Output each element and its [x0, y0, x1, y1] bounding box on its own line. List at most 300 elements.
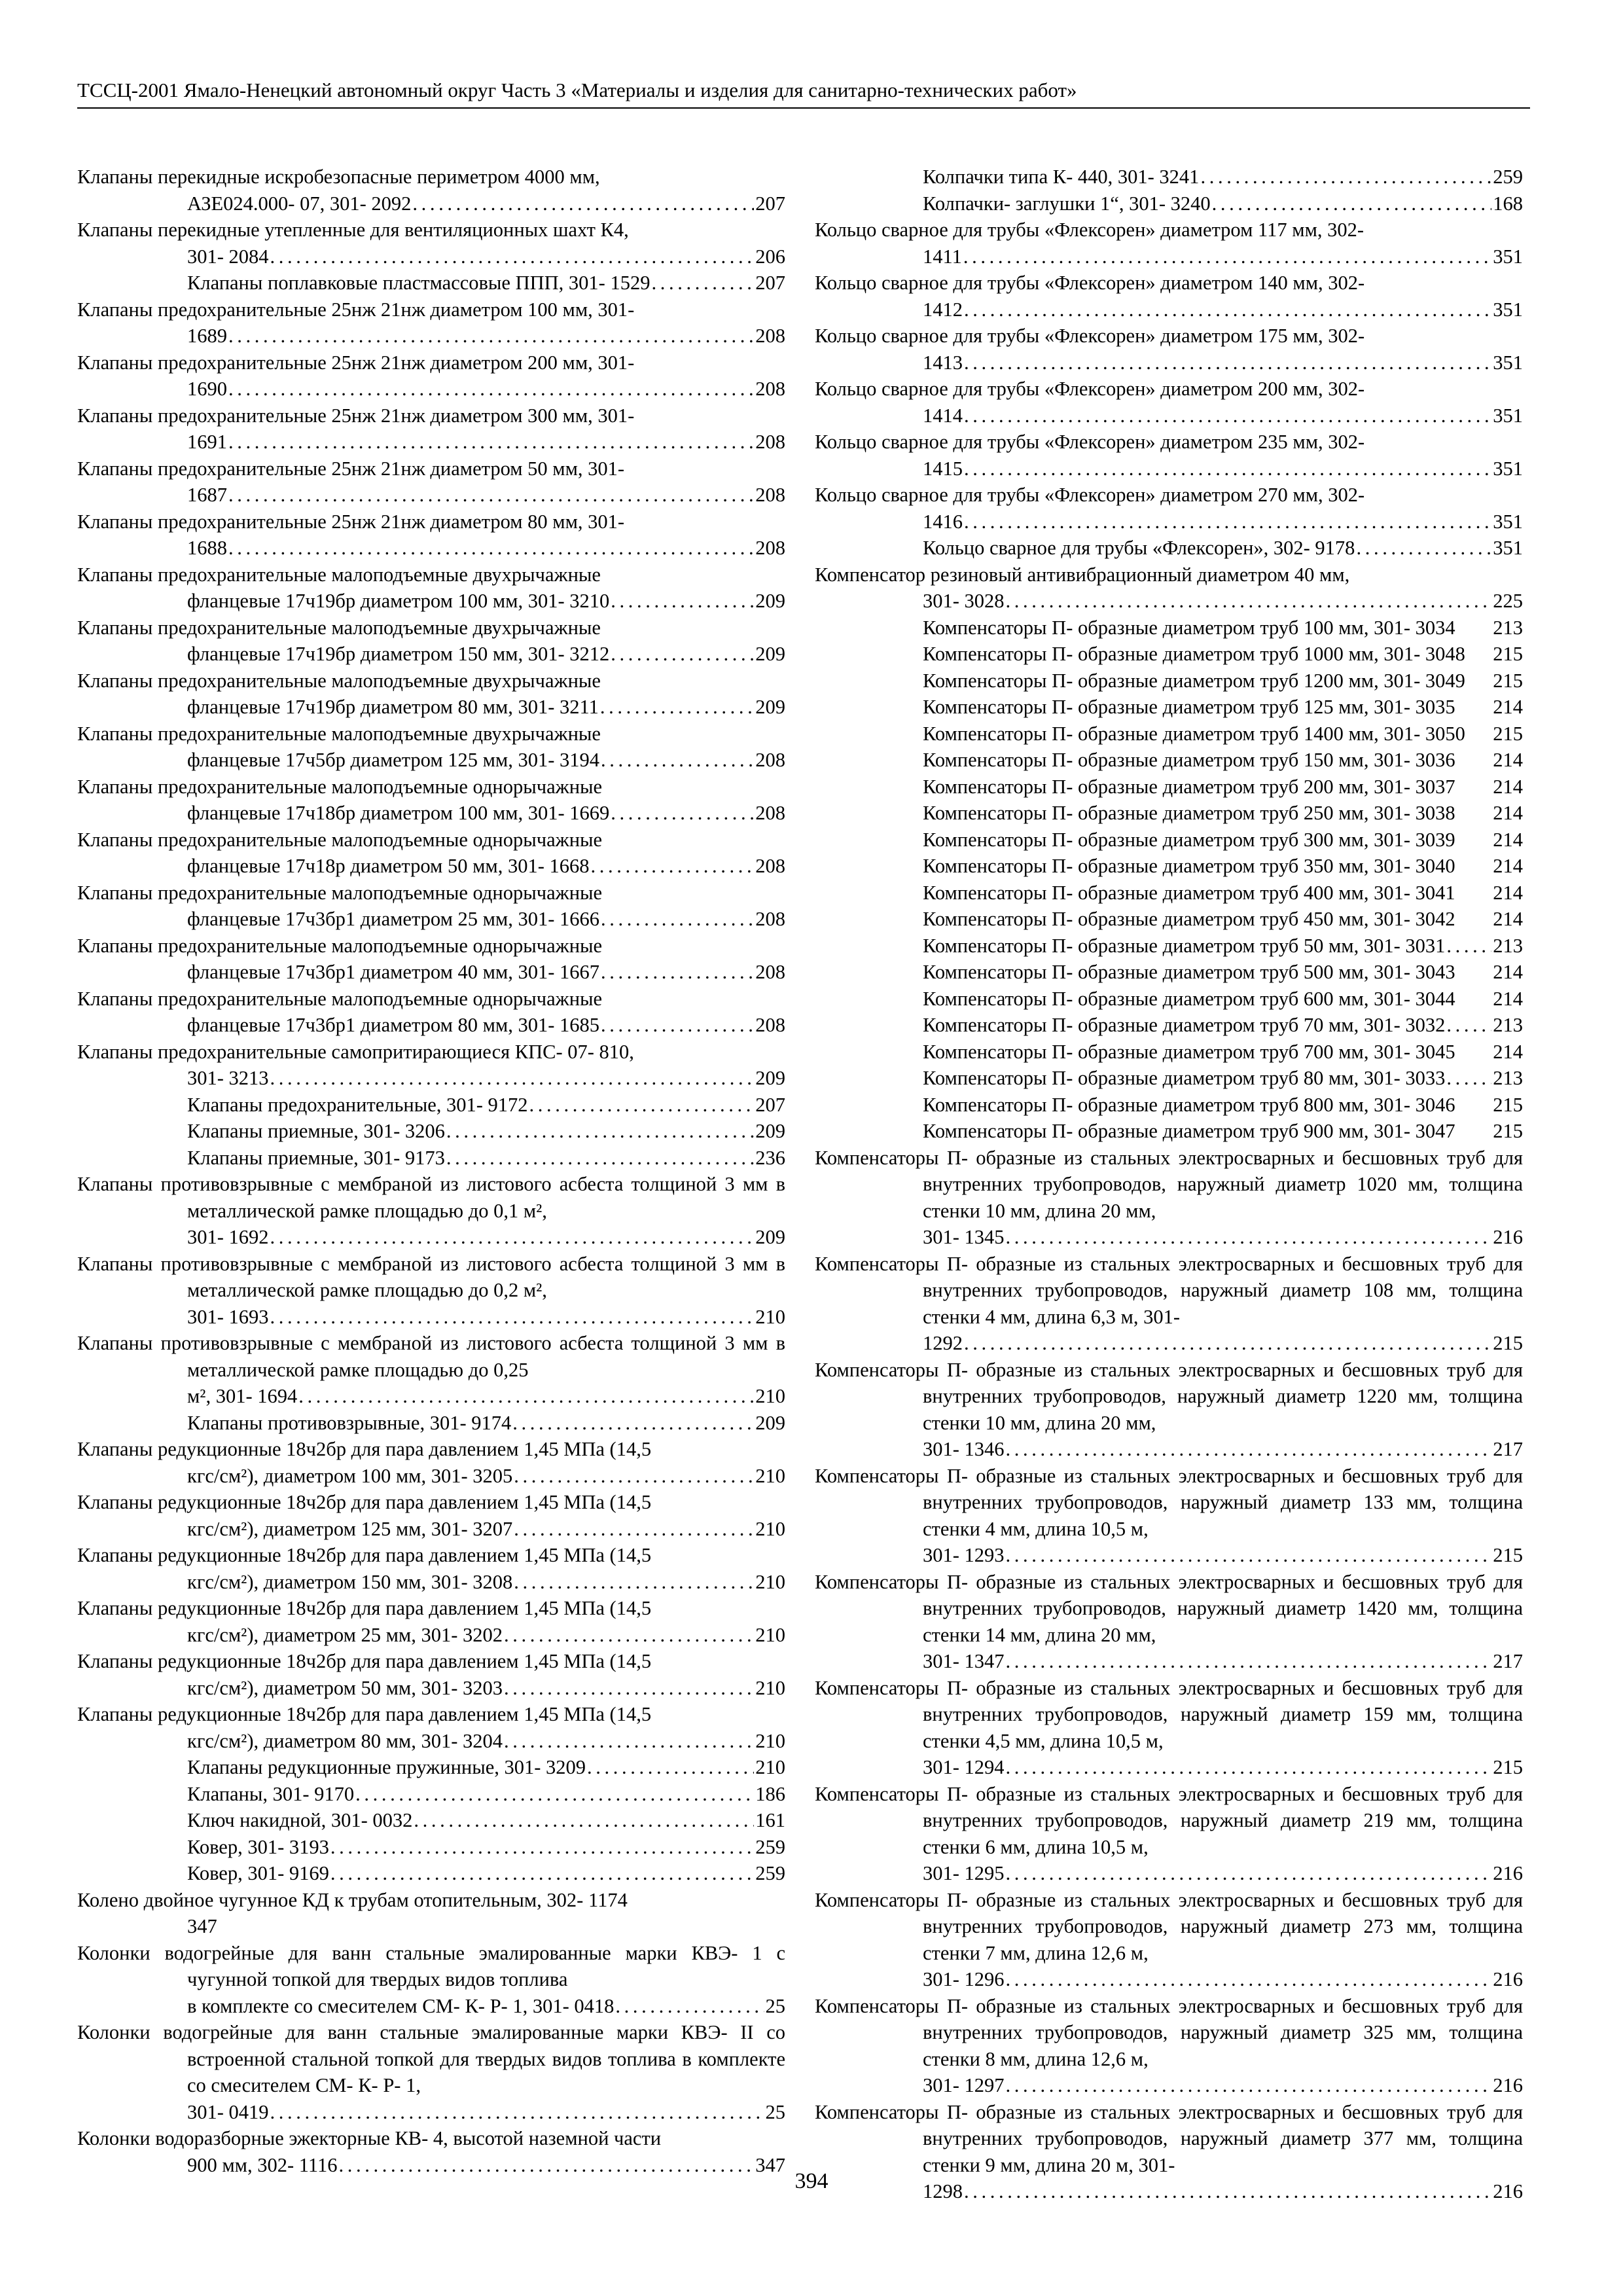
index-entry-page: 25: [765, 2100, 785, 2123]
index-entry-page: 206: [755, 245, 785, 268]
index-entry-last-line: Клапаны, 301- 9170: [187, 1782, 355, 1805]
index-entry: [77, 1648, 785, 1701]
index-entry-last-line: Компенсаторы П- образные диаметром труб 1400 мм, 301- 3050: [923, 722, 1465, 745]
index-entry-last-line: фланцевые 17ч18р диаметром 50 мм, 301- 1668: [187, 855, 590, 877]
index-entry-last-line: 1689: [187, 325, 227, 347]
index-entry: [815, 827, 1523, 853]
index-entry-page: 209: [755, 1120, 785, 1142]
index-entry: [815, 774, 1523, 800]
index-entry: [815, 164, 1523, 190]
index-entry: [815, 1145, 1523, 1251]
index-entry-last-line: 1292: [923, 1332, 963, 1354]
index-entry-page: 210: [755, 1623, 785, 1646]
index-entry: [815, 1569, 1523, 1675]
index-entry: [77, 2019, 785, 2125]
index-entry-page: 207: [755, 192, 785, 215]
index-entry-page: 209: [755, 1226, 785, 1248]
index-entry-page: 215: [1493, 1544, 1523, 1566]
dot-leader: [1006, 1224, 1492, 1251]
index-entry-last-line: Клапаны приемные, 301- 9173: [187, 1146, 445, 1169]
index-entry-text: Клапаны перекидные искробезопасные периметром 4000 мм,: [77, 166, 600, 188]
index-entry: [77, 1171, 785, 1251]
dot-leader: [611, 641, 754, 668]
index-entry-page: 236: [755, 1146, 785, 1169]
index-entry-page: 208: [755, 325, 785, 347]
dot-leader: [330, 1860, 754, 1887]
index-entry-text: Клапаны редукционные 18ч2бр для пара давлением 1,45 МПа (14,5: [77, 1597, 652, 1619]
index-entry-text: Компенсаторы П- образные из стальных электросварных и бесшовных труб для внутренних трубопроводов, наружный диаметр 133 мм, толщина стенки 4 мм, длина 10,5 м,: [815, 1464, 1523, 1540]
index-entry: [815, 986, 1523, 1013]
index-entry-last-line: фланцевые 17ч3бр1 диаметром 25 мм, 301- 1666: [187, 908, 600, 930]
index-entry-page: 259: [755, 1862, 785, 1884]
index-entry: [77, 774, 785, 827]
dot-leader: [1200, 164, 1491, 190]
index-entry: [815, 1781, 1523, 1887]
index-entry-page: 208: [755, 961, 785, 983]
index-entry-page: 214: [1493, 987, 1523, 1010]
dot-leader: [446, 1145, 754, 1172]
index-entry-last-line: АЗЕ024.000- 07, 301- 2092: [187, 192, 412, 215]
index-entry-page: 210: [755, 1570, 785, 1593]
index-entry-page: 214: [1493, 855, 1523, 877]
index-entry-page: 208: [755, 908, 785, 930]
index-entry-page: 214: [1493, 828, 1523, 851]
index-entry: [77, 1118, 785, 1145]
index-entry-last-line: Компенсаторы П- образные диаметром труб 70 мм, 301- 3032: [923, 1014, 1446, 1036]
index-entry: [815, 1065, 1523, 1092]
index-entry-text: Компенсаторы П- образные из стальных электросварных и бесшовных труб для внутренних трубопроводов, наружный диаметр 377 мм, толщина стенки 9 мм, длина 20 м, 301-: [815, 2100, 1523, 2176]
index-entry-page: 209: [755, 1067, 785, 1089]
index-entry: [77, 1410, 785, 1437]
index-entry: [815, 1251, 1523, 1357]
index-entry-last-line: 900 мм, 302- 1116: [187, 2153, 338, 2176]
index-entry-page: 209: [755, 590, 785, 612]
index-entry-last-line: Компенсаторы П- образные диаметром труб 50 мм, 301- 3031: [923, 934, 1446, 957]
index-entry: [77, 880, 785, 933]
index-entry-last-line: фланцевые 17ч3бр1 диаметром 80 мм, 301- 1685: [187, 1014, 600, 1036]
index-entry-page: 209: [755, 1411, 785, 1434]
index-entry-text: Кольцо сварное для трубы «Флексорен» диаметром 140 мм, 302-: [815, 272, 1365, 294]
index-entry: [815, 906, 1523, 933]
index-entry-last-line: 301- 0419: [187, 2100, 269, 2123]
index-entry-page: 217: [1493, 1438, 1523, 1460]
index-entry: [815, 482, 1523, 535]
index-entry-page: 351: [1493, 404, 1523, 427]
dot-leader: [590, 853, 754, 880]
index-entry-text: Клапаны предохранительные малоподъемные однорычажные: [77, 934, 603, 957]
dot-leader: [228, 323, 754, 350]
index-entry-text: Клапаны предохранительные малоподъемные однорычажные: [77, 775, 603, 798]
index-entry-page: 207: [755, 272, 785, 294]
index-entry-text: Компенсатор резиновый антивибрационный диаметром 40 мм,: [815, 563, 1350, 586]
index-entry: [77, 1542, 785, 1595]
index-entry-last-line: Компенсаторы П- образные диаметром труб 300 мм, 301- 3039: [923, 828, 1455, 851]
index-entry-last-line: 1414: [923, 404, 963, 427]
index-entry-text: Клапаны предохранительные 25нж 21нж диаметром 300 мм, 301-: [77, 404, 635, 427]
index-entry: [77, 1940, 785, 2020]
dot-leader: [964, 296, 1491, 323]
index-entry-last-line: Компенсаторы П- образные диаметром труб 450 мм, 301- 3042: [923, 908, 1455, 930]
dot-leader: [1446, 933, 1491, 960]
index-entry: [815, 694, 1523, 721]
index-entry-page: 347: [755, 2153, 785, 2176]
index-entry-last-line: в комплекте со смесителем СМ- К- Р- 1, 301- 0418: [187, 1994, 615, 2017]
index-entry-last-line: Компенсаторы П- образные диаметром труб 80 мм, 301- 3033: [923, 1067, 1446, 1089]
index-entry-page: 209: [755, 696, 785, 718]
index-entry-text: Клапаны предохранительные малоподъемные однорычажные: [77, 881, 603, 904]
index-entry-last-line: кгс/см²), диаметром 100 мм, 301- 3205: [187, 1464, 513, 1487]
index-entry-last-line: Компенсаторы П- образные диаметром труб 700 мм, 301- 3045: [923, 1040, 1455, 1063]
index-entry-text: Клапаны редукционные 18ч2бр для пара давлением 1,45 МПа (14,5: [77, 1491, 652, 1513]
index-entry: [77, 1330, 785, 1410]
index-entry-last-line: Компенсаторы П- образные диаметром труб 1000 мм, 301- 3048: [923, 643, 1465, 665]
index-entry-last-line: 1412: [923, 298, 963, 321]
index-entry: [77, 668, 785, 721]
index-entry: [77, 509, 785, 562]
index-entry-text: Колонки водогрейные для ванн стальные эмалированные марки КВЭ- II со встроенной стальной топкой для твердых видов топлива в комплекте со смесителем СМ- К- Р- 1,: [77, 2021, 785, 2096]
dot-leader: [298, 1383, 754, 1410]
index-entry: [815, 1092, 1523, 1119]
dot-leader: [529, 1092, 755, 1119]
index-entry-page: 214: [1493, 961, 1523, 983]
index-entry-page: 351: [1493, 457, 1523, 480]
index-entry: [77, 827, 785, 880]
index-entry: [77, 1092, 785, 1119]
dot-leader: [270, 1304, 755, 1331]
index-entry-text: Компенсаторы П- образные из стальных электросварных и бесшовных труб для внутренних трубопроводов, наружный диаметр 108 мм, толщина стенки 4 мм, длина 6,3 м, 301-: [815, 1252, 1523, 1328]
dot-leader: [964, 1330, 1491, 1357]
index-entry-last-line: 301- 1294: [923, 1756, 1005, 1778]
index-entry-text: Колонки водогрейные для ванн стальные эмалированные марки КВЭ- 1 с чугунной топкой для твердых видов топлива: [77, 1941, 785, 1990]
index-entry-text: Колено двойное чугунное КД к трубам отопительным, 302- 1174: [77, 1888, 628, 1911]
index-entry-text: Клапаны редукционные 18ч2бр для пара давлением 1,45 МПа (14,5: [77, 1650, 652, 1672]
index-entry-page: 161: [755, 1809, 785, 1831]
index-entry: [77, 1807, 785, 1834]
index-entry: [77, 403, 785, 456]
index-entry-last-line: Компенсаторы П- образные диаметром труб 125 мм, 301- 3035: [923, 696, 1455, 718]
index-entry: [815, 190, 1523, 217]
index-column-left: [77, 164, 785, 2178]
index-entry-last-line: фланцевые 17ч19бр диаметром 150 мм, 301- 3212: [187, 643, 610, 665]
index-entry: [77, 933, 785, 986]
dot-leader: [228, 376, 754, 403]
dot-leader: [615, 1993, 764, 2020]
dot-leader: [514, 1569, 754, 1596]
index-entry-page: 351: [1493, 537, 1523, 559]
index-entry-text: Клапаны предохранительные 25нж 21нж диаметром 80 мм, 301-: [77, 510, 625, 533]
dot-leader: [601, 747, 754, 774]
index-entry: [815, 668, 1523, 694]
index-entry: [77, 1860, 785, 1887]
dot-leader: [1446, 1065, 1491, 1092]
index-entry-last-line: 301- 1293: [923, 1544, 1005, 1566]
index-entry: [815, 1993, 1523, 2099]
index-entry: [815, 562, 1523, 615]
index-entry-last-line: 1411: [923, 245, 962, 268]
index-entry-page: 210: [755, 1517, 785, 1540]
index-entry-text: Компенсаторы П- образные из стальных электросварных и бесшовных труб для внутренних трубопроводов, наружный диаметр 219 мм, толщина стенки 6 мм, длина 10,5 м,: [815, 1782, 1523, 1858]
index-entry-text: Клапаны противовзрывные с мембраной из листового асбеста толщиной 3 мм в металлической рамке площадью до 0,2 м²,: [77, 1252, 785, 1301]
index-entry-last-line: Клапаны противовзрывные, 301- 9174: [187, 1411, 512, 1434]
index-entry-text: Клапаны предохранительные малоподъемные двухрычажные: [77, 616, 601, 639]
index-entry-text: Колонки водоразборные эжекторные КВ- 4, высотой наземной части: [77, 2127, 662, 2149]
index-entry-text: Клапаны предохранительные малоподъемные двухрычажные: [77, 722, 601, 745]
index-entry: [815, 270, 1523, 323]
index-entry-page: 351: [1493, 351, 1523, 374]
index-entry-page: 214: [1493, 749, 1523, 771]
dot-leader: [514, 1463, 754, 1490]
dot-leader: [587, 1754, 754, 1781]
index-entry: [77, 1039, 785, 1092]
index-entry-last-line: фланцевые 17ч19бр диаметром 80 мм, 301- 3211: [187, 696, 599, 718]
index-entry-last-line: Кольцо сварное для трубы «Флексорен», 302- 9178: [923, 537, 1355, 559]
index-entry-page: 215: [1493, 643, 1523, 665]
index-entry: [77, 1701, 785, 1754]
index-entry-page: 351: [1493, 298, 1523, 321]
index-entry-last-line: 1687: [187, 484, 227, 506]
index-entry-text: Клапаны редукционные 18ч2бр для пара давлением 1,45 МПа (14,5: [77, 1544, 652, 1566]
dot-leader: [512, 1410, 754, 1437]
index-entry-last-line: 301- 1346: [923, 1438, 1005, 1460]
index-entry-page: 213: [1493, 934, 1523, 957]
index-entry: [815, 1887, 1523, 1993]
index-entry-last-line: 1415: [923, 457, 963, 480]
index-entry: [77, 1595, 785, 1648]
index-entry-page: 214: [1493, 696, 1523, 718]
index-entry-last-line: 1688: [187, 537, 227, 559]
dot-leader: [355, 1781, 754, 1808]
index-entry-last-line: Колпачки типа К- 440, 301- 3241: [923, 166, 1200, 188]
dot-leader: [601, 959, 754, 986]
dot-leader: [1006, 1542, 1492, 1569]
index-entry-text: Клапаны предохранительные 25нж 21нж диаметром 50 мм, 301-: [77, 457, 625, 480]
index-entry-page: 214: [1493, 1040, 1523, 1063]
dot-leader: [270, 1065, 755, 1092]
index-entry-page: 210: [755, 1756, 785, 1778]
dot-leader: [1006, 1966, 1492, 1993]
index-entry-page: 210: [755, 1305, 785, 1328]
dot-leader: [1356, 535, 1491, 562]
index-entry: [77, 296, 785, 350]
dot-leader: [504, 1728, 754, 1755]
index-entry-last-line: кгс/см²), диаметром 50 мм, 301- 3203: [187, 1676, 503, 1699]
dot-leader: [414, 1807, 754, 1834]
index-entry-page: 215: [1493, 1332, 1523, 1354]
index-entry-last-line: Клапаны редукционные пружинные, 301- 3209: [187, 1756, 586, 1778]
index-entry-page: 216: [1493, 2074, 1523, 2096]
index-entry-page: 259: [755, 1835, 785, 1858]
page-number: 394: [794, 2169, 829, 2193]
index-entry-page: 216: [1493, 2180, 1523, 2202]
dot-leader: [514, 1516, 754, 1543]
index-entry-text: Клапаны перекидные утепленные для вентиляционных шахт К4,: [77, 219, 629, 241]
index-entry-page: 213: [1493, 1067, 1523, 1089]
index-entry-page: 259: [1493, 166, 1523, 188]
index-entry-page: 207: [755, 1093, 785, 1116]
index-entry: [77, 1754, 785, 1781]
index-entry-page: 209: [755, 643, 785, 665]
index-entry-last-line: фланцевые 17ч18бр диаметром 100 мм, 301- 1669: [187, 802, 610, 824]
dot-leader: [446, 1118, 754, 1145]
index-entry-last-line: 301- 1297: [923, 2074, 1005, 2096]
index-entry-page: 216: [1493, 1968, 1523, 1990]
index-entry-text: Клапаны предохранительные малоподъемные однорычажные: [77, 987, 603, 1010]
index-entry-last-line: Компенсаторы П- образные диаметром труб 350 мм, 301- 3040: [923, 855, 1455, 877]
index-entry-page: 215: [1493, 1120, 1523, 1142]
index-entry: [77, 456, 785, 509]
index-entry: [77, 986, 785, 1039]
index-entry: [815, 376, 1523, 429]
index-entry-text: Клапаны предохранительные малоподъемные двухрычажные: [77, 669, 601, 692]
index-entry-last-line: фланцевые 17ч3бр1 диаметром 40 мм, 301- 1667: [187, 961, 600, 983]
index-entry-page: 208: [755, 1014, 785, 1036]
index-entry: [77, 164, 785, 217]
dot-leader: [611, 588, 754, 615]
dot-leader: [601, 906, 754, 933]
index-entry-text: Кольцо сварное для трубы «Флексорен» диаметром 117 мм, 302-: [815, 219, 1364, 241]
dot-leader: [1212, 190, 1492, 217]
index-entry-last-line: Колпачки- заглушки 1“, 301- 3240: [923, 192, 1211, 215]
index-entry: [815, 1039, 1523, 1066]
dot-leader: [270, 2099, 764, 2126]
dot-leader: [1006, 1436, 1492, 1463]
dot-leader: [964, 403, 1491, 429]
index-entry-page: 208: [755, 855, 785, 877]
index-entry: [77, 1145, 785, 1172]
dot-leader: [412, 190, 754, 217]
index-entry-last-line: Клапаны поплавковые пластмассовые ППП, 301- 1529: [187, 272, 651, 294]
index-entry: [815, 880, 1523, 906]
index-column-right: [815, 164, 1523, 2205]
index-entry-text: Клапаны редукционные 18ч2бр для пара давлением 1,45 МПа (14,5: [77, 1438, 652, 1460]
index-entry-last-line: 301- 2084: [187, 245, 269, 268]
index-entry-page: 351: [1493, 510, 1523, 533]
index-entry: [815, 853, 1523, 880]
index-entry: [77, 562, 785, 615]
index-entry-page: 208: [755, 378, 785, 400]
dot-leader: [1006, 1648, 1492, 1675]
index-entry-page: 214: [1493, 802, 1523, 824]
dot-leader: [504, 1622, 754, 1649]
index-entry: [815, 959, 1523, 986]
index-entry-last-line: Клапаны приемные, 301- 3206: [187, 1120, 445, 1142]
index-entry: [77, 615, 785, 668]
dot-leader: [330, 1834, 754, 1861]
index-entry-page: 208: [755, 749, 785, 771]
index-entry-page: 210: [755, 1464, 785, 1487]
index-entry-last-line: Ключ накидной, 301- 0032: [187, 1809, 413, 1831]
index-entry-last-line: Компенсаторы П- образные диаметром труб 100 мм, 301- 3034: [923, 616, 1455, 639]
index-entry-text: Кольцо сварное для трубы «Флексорен» диаметром 175 мм, 302-: [815, 325, 1365, 347]
index-entry-page: 214: [1493, 775, 1523, 798]
index-entry-last-line: м², 301- 1694: [187, 1385, 298, 1407]
index-entry: [815, 615, 1523, 641]
index-entry: [815, 217, 1523, 270]
index-entry: [815, 641, 1523, 668]
dot-leader: [270, 1224, 755, 1251]
index-entry: [815, 1357, 1523, 1463]
index-entry-page: 168: [1493, 192, 1523, 215]
index-entry-text: Клапаны предохранительные малоподъемные двухрычажные: [77, 563, 601, 586]
index-entry-last-line: 301- 1296: [923, 1968, 1005, 1990]
index-entry: [77, 217, 785, 270]
index-entry-last-line: Компенсаторы П- образные диаметром труб 150 мм, 301- 3036: [923, 749, 1455, 771]
index-entry-text: Клапаны предохранительные 25нж 21нж диаметром 200 мм, 301-: [77, 351, 635, 374]
index-entry-page: 208: [755, 484, 785, 506]
dot-leader: [1006, 1860, 1492, 1887]
index-entry-last-line: Компенсаторы П- образные диаметром труб 500 мм, 301- 3043: [923, 961, 1455, 983]
index-entry-text: Клапаны предохранительные 25нж 21нж диаметром 100 мм, 301-: [77, 298, 635, 321]
index-entry-last-line: Компенсаторы П- образные диаметром труб 400 мм, 301- 3041: [923, 881, 1455, 904]
index-entry-page: 215: [1493, 669, 1523, 692]
index-entry: [815, 721, 1523, 747]
index-entry-page: 25: [765, 1994, 785, 2017]
index-entry-page: 210: [755, 1676, 785, 1699]
index-entry-last-line: 1413: [923, 351, 963, 374]
index-entry-page: 213: [1493, 1014, 1523, 1036]
index-entry-page: 216: [1493, 1862, 1523, 1884]
index-entry: [77, 350, 785, 403]
index-entry-text: Клапаны противовзрывные с мембраной из листового асбеста толщиной 3 мм в металлической рамке площадью до 0,1 м²,: [77, 1173, 785, 1222]
index-entry-text: Компенсаторы П- образные из стальных электросварных и бесшовных труб для внутренних трубопроводов, наружный диаметр 1220 мм, толщина стенки 10 мм, длина 20 мм,: [815, 1358, 1523, 1434]
index-entry-page: 210: [755, 1385, 785, 1407]
index-entry: [815, 933, 1523, 960]
index-entry-page: 225: [1493, 590, 1523, 612]
dot-leader: [1006, 588, 1492, 615]
index-entry: [815, 1675, 1523, 1781]
index-entry-last-line: Компенсаторы П- образные диаметром труб 1200 мм, 301- 3049: [923, 669, 1465, 692]
index-entry-text: Клапаны предохранительные самопритирающиеся КПС- 07- 810,: [77, 1040, 634, 1063]
index-entry-last-line: 301- 1345: [923, 1226, 1005, 1248]
index-entry: [815, 1463, 1523, 1569]
dot-leader: [1446, 1012, 1491, 1039]
index-entry-last-line: 1416: [923, 510, 963, 533]
index-entry-last-line: 301- 1693: [187, 1305, 269, 1328]
index-entry: [815, 535, 1523, 562]
dot-leader: [651, 270, 754, 296]
dot-leader: [1006, 2072, 1492, 2099]
dot-leader: [228, 429, 754, 456]
index-entry-page: 213: [1493, 616, 1523, 639]
index-entry-text: Клапаны предохранительные малоподъемные однорычажные: [77, 828, 603, 851]
index-entry-page: 216: [1493, 1226, 1523, 1248]
index-entry-last-line: Ковер, 301- 3193: [187, 1835, 329, 1858]
index-entry-text: Компенсаторы П- образные из стальных электросварных и бесшовных труб для внутренних трубопроводов, наружный диаметр 1020 мм, толщина стенки 10 мм, длина 20 мм,: [815, 1146, 1523, 1222]
index-entry: [815, 323, 1523, 376]
dot-leader: [964, 350, 1491, 376]
index-entry-text: Компенсаторы П- образные из стальных электросварных и бесшовных труб для внутренних трубопроводов, наружный диаметр 1420 мм, толщина стенки 14 мм, длина 20 мм,: [815, 1570, 1523, 1646]
running-header: ТССЦ-2001 Ямало-Ненецкий автономный округ Часть 3 «Материалы и изделия для санитарно-технических работ»: [77, 77, 1530, 109]
index-entry-text: Компенсаторы П- образные из стальных электросварных и бесшовных труб для внутренних трубопроводов, наружный диаметр 273 мм, толщина стенки 7 мм, длина 12,6 м,: [815, 1888, 1523, 1964]
index-entry: [77, 1781, 785, 1808]
index-entry-last-line: кгс/см²), диаметром 80 мм, 301- 3204: [187, 1729, 503, 1752]
index-entry: [815, 747, 1523, 774]
index-entry: [77, 721, 785, 774]
index-entry-text: Кольцо сварное для трубы «Флексорен» диаметром 270 мм, 302-: [815, 484, 1365, 506]
dot-leader: [601, 1012, 754, 1039]
index-entry-last-line: Компенсаторы П- образные диаметром труб 200 мм, 301- 3037: [923, 775, 1455, 798]
index-entry-page: 214: [1493, 881, 1523, 904]
index-entry-page: 347: [187, 1915, 217, 1937]
index-entry: [77, 1887, 785, 1940]
index-entry: [77, 1834, 785, 1861]
index-entry-text: Компенсаторы П- образные из стальных электросварных и бесшовных труб для внутренних трубопроводов, наружный диаметр 159 мм, толщина стенки 4,5 мм, длина 10,5 м,: [815, 1676, 1523, 1752]
index-entry-page: 215: [1493, 1756, 1523, 1778]
index-entry-last-line: Ковер, 301- 9169: [187, 1862, 329, 1884]
index-entry-text: Кольцо сварное для трубы «Флексорен» диаметром 200 мм, 302-: [815, 378, 1365, 400]
index-entry-last-line: 301- 1347: [923, 1650, 1005, 1672]
index-entry-page: 215: [1493, 1093, 1523, 1116]
